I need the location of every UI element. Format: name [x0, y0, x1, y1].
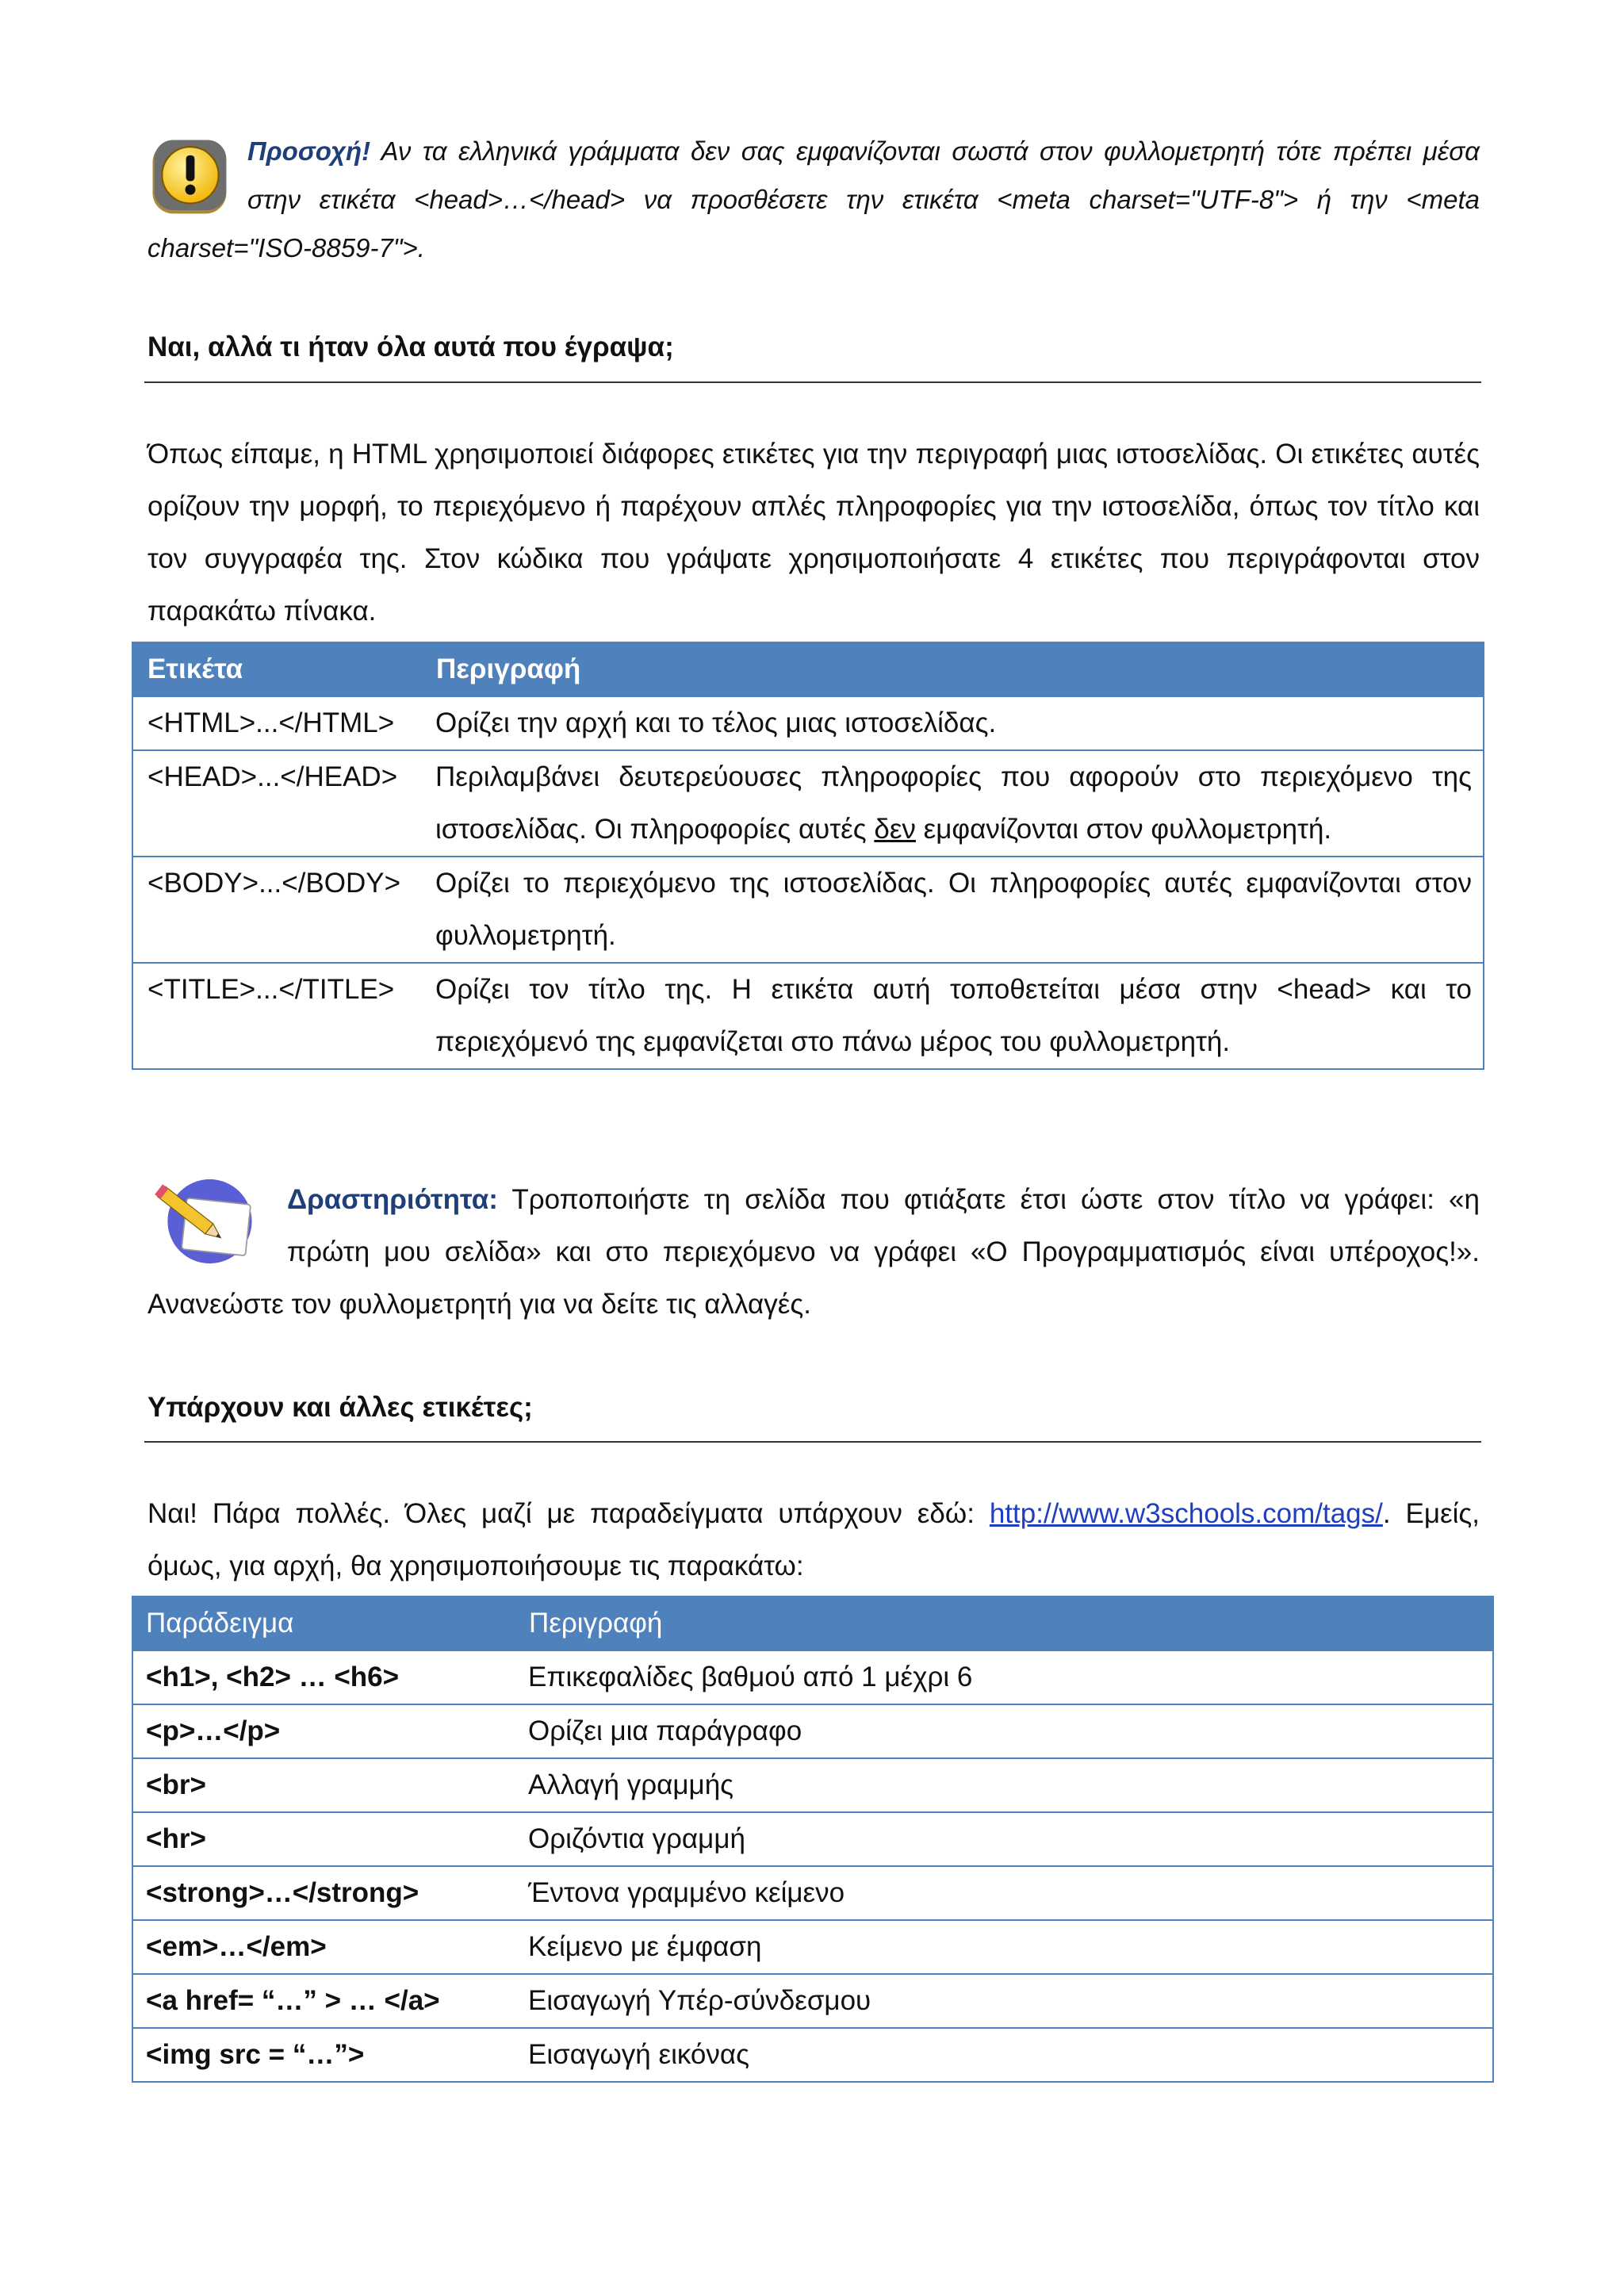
example-cell: <img src = “…”>: [132, 2028, 515, 2082]
example-cell: <p>…</p>: [132, 1704, 515, 1758]
example-cell: <br>: [132, 1758, 515, 1812]
table-row: [132, 1866, 1493, 1920]
section-divider: [144, 381, 1481, 383]
description-cell: Ορίζει το περιεχόμενο της ιστοσελίδας. Οι πληροφορίες αυτές εμφανίζονται στον φυλλομετρητή.: [421, 857, 1484, 963]
tag-cell: <HEAD>...</HEAD>: [132, 750, 421, 857]
w3schools-link[interactable]: http://www.w3schools.com/tags/: [989, 1498, 1383, 1529]
header-description: Περιγραφή: [515, 1596, 1493, 1650]
activity-lead: Δραστηριότητα:: [287, 1184, 498, 1215]
activity-callout: [147, 1174, 1480, 1331]
warning-lead: Προσοχή!: [247, 136, 371, 166]
header-description: Περιγραφή: [421, 642, 1484, 696]
table-row: [132, 1650, 1493, 1704]
examples-table: [132, 1596, 1494, 2083]
table-row: [132, 750, 1484, 857]
example-cell: <em>…</em>: [132, 1920, 515, 1974]
example-cell: <h1>, <h2> … <h6>: [132, 1650, 515, 1704]
example-cell: <hr>: [132, 1812, 515, 1866]
header-example: Παράδειγμα: [132, 1596, 515, 1650]
warning-icon: [147, 135, 233, 220]
warning-callout: [147, 127, 1480, 272]
section-heading-what-i-wrote: Ναι, αλλά τι ήταν όλα αυτά που έγραψα;: [147, 332, 674, 362]
table-row: [132, 1704, 1493, 1758]
table-row: [132, 1920, 1493, 1974]
table-row: [132, 963, 1484, 1069]
example-cell: <a href= “…” > … </a>: [132, 1974, 515, 2028]
table-row: [132, 857, 1484, 963]
warning-text: Αν τα ελληνικά γράμματα δεν σας εμφανίζονται σωστά στον φυλλομετρητή τότε πρέπει μέσα στην ετικέτα <head>…</head> να προσθέσετε την ετικέτα <meta charset="UTF-8"> ή την <meta charset="ISO-8859-7">.: [147, 136, 1480, 263]
description-cell: Έντονα γραμμένο κείμενο: [515, 1866, 1493, 1920]
section-heading-other-tags: Υπάρχουν και άλλες ετικέτες;: [147, 1392, 533, 1423]
more-tags-paragraph: Ναι! Πάρα πολλές. Όλες μαζί με παραδείγματα υπάρχουν εδώ: http://www.w3schools.com/tags/. Εμείς, όμως, για αρχή, θα χρησιμοποιήσουμε τις παρακάτω:: [147, 1498, 1480, 1581]
description-cell: Ορίζει την αρχή και το τέλος μιας ιστοσελίδας.: [421, 696, 1484, 750]
description-cell: Οριζόντια γραμμή: [515, 1812, 1493, 1866]
example-cell: <strong>…</strong>: [132, 1866, 515, 1920]
description-cell: Κείμενο με έμφαση: [515, 1920, 1493, 1974]
table-header-row: [132, 1596, 1493, 1650]
table-row: [132, 1758, 1493, 1812]
section-divider: [144, 1441, 1481, 1443]
activity-text: Τροποποιήστε τη σελίδα που φτιάξατε έτσι ώστε στον τίτλο να γράφει: «η πρώτη μου σελίδα» και στο περιεχόμενο να γράφει «Ο Προγραμματισμός είναι υπέροχος!». Ανανεώστε τον φυλλομετρητή για να δείτε τις αλλαγές.: [147, 1184, 1480, 1320]
pencil-note-icon: [147, 1174, 266, 1269]
description-cell: Εισαγωγή εικόνας: [515, 2028, 1493, 2082]
tag-cell: <HTML>...</HTML>: [132, 696, 421, 750]
tags-table: [132, 642, 1484, 1070]
table-header-row: [132, 642, 1484, 696]
table-row: [132, 1974, 1493, 2028]
tag-cell: <TITLE>...</TITLE>: [132, 963, 421, 1069]
description-cell: Εισαγωγή Υπέρ-σύνδεσμου: [515, 1974, 1493, 2028]
header-tag: Ετικέτα: [132, 642, 421, 696]
intro-paragraph: Όπως είπαμε, η HTML χρησιμοποιεί διάφορες ετικέτες για την περιγραφή μιας ιστοσελίδας. Οι ετικέτες αυτές ορίζουν την μορφή, το περιεχόμενο ή παρέχουν απλές πληροφορίες για την ιστοσελίδα, όπως τον τίτλο και τον συγγραφέα της. Στον κώδικα που γράψατε χρησιμοποιήσατε 4 ετικέτες που περιγράφονται στον παρακάτω πίνακα.: [147, 439, 1480, 627]
tag-cell: <BODY>...</BODY>: [132, 857, 421, 963]
description-cell: Επικεφαλίδες βαθμού από 1 μέχρι 6: [515, 1650, 1493, 1704]
table-row: [132, 696, 1484, 750]
underlined-word: δεν: [874, 814, 916, 845]
description-cell: Ορίζει τον τίτλο της. Η ετικέτα αυτή τοποθετείται μέσα στην <head> και το περιεχόμενό της εμφανίζεται στο πάνω μέρος του φυλλομετρητή.: [421, 963, 1484, 1069]
table-row: [132, 2028, 1493, 2082]
description-cell: Περιλαμβάνει δευτερεύουσες πληροφορίες που αφορούν στο περιεχόμενο της ιστοσελίδας. Οι πληροφορίες αυτές δεν εμφανίζονται στον φυλλομετρητή.: [421, 750, 1484, 857]
table-row: [132, 1812, 1493, 1866]
description-cell: Αλλαγή γραμμής: [515, 1758, 1493, 1812]
description-cell: Ορίζει μια παράγραφο: [515, 1704, 1493, 1758]
